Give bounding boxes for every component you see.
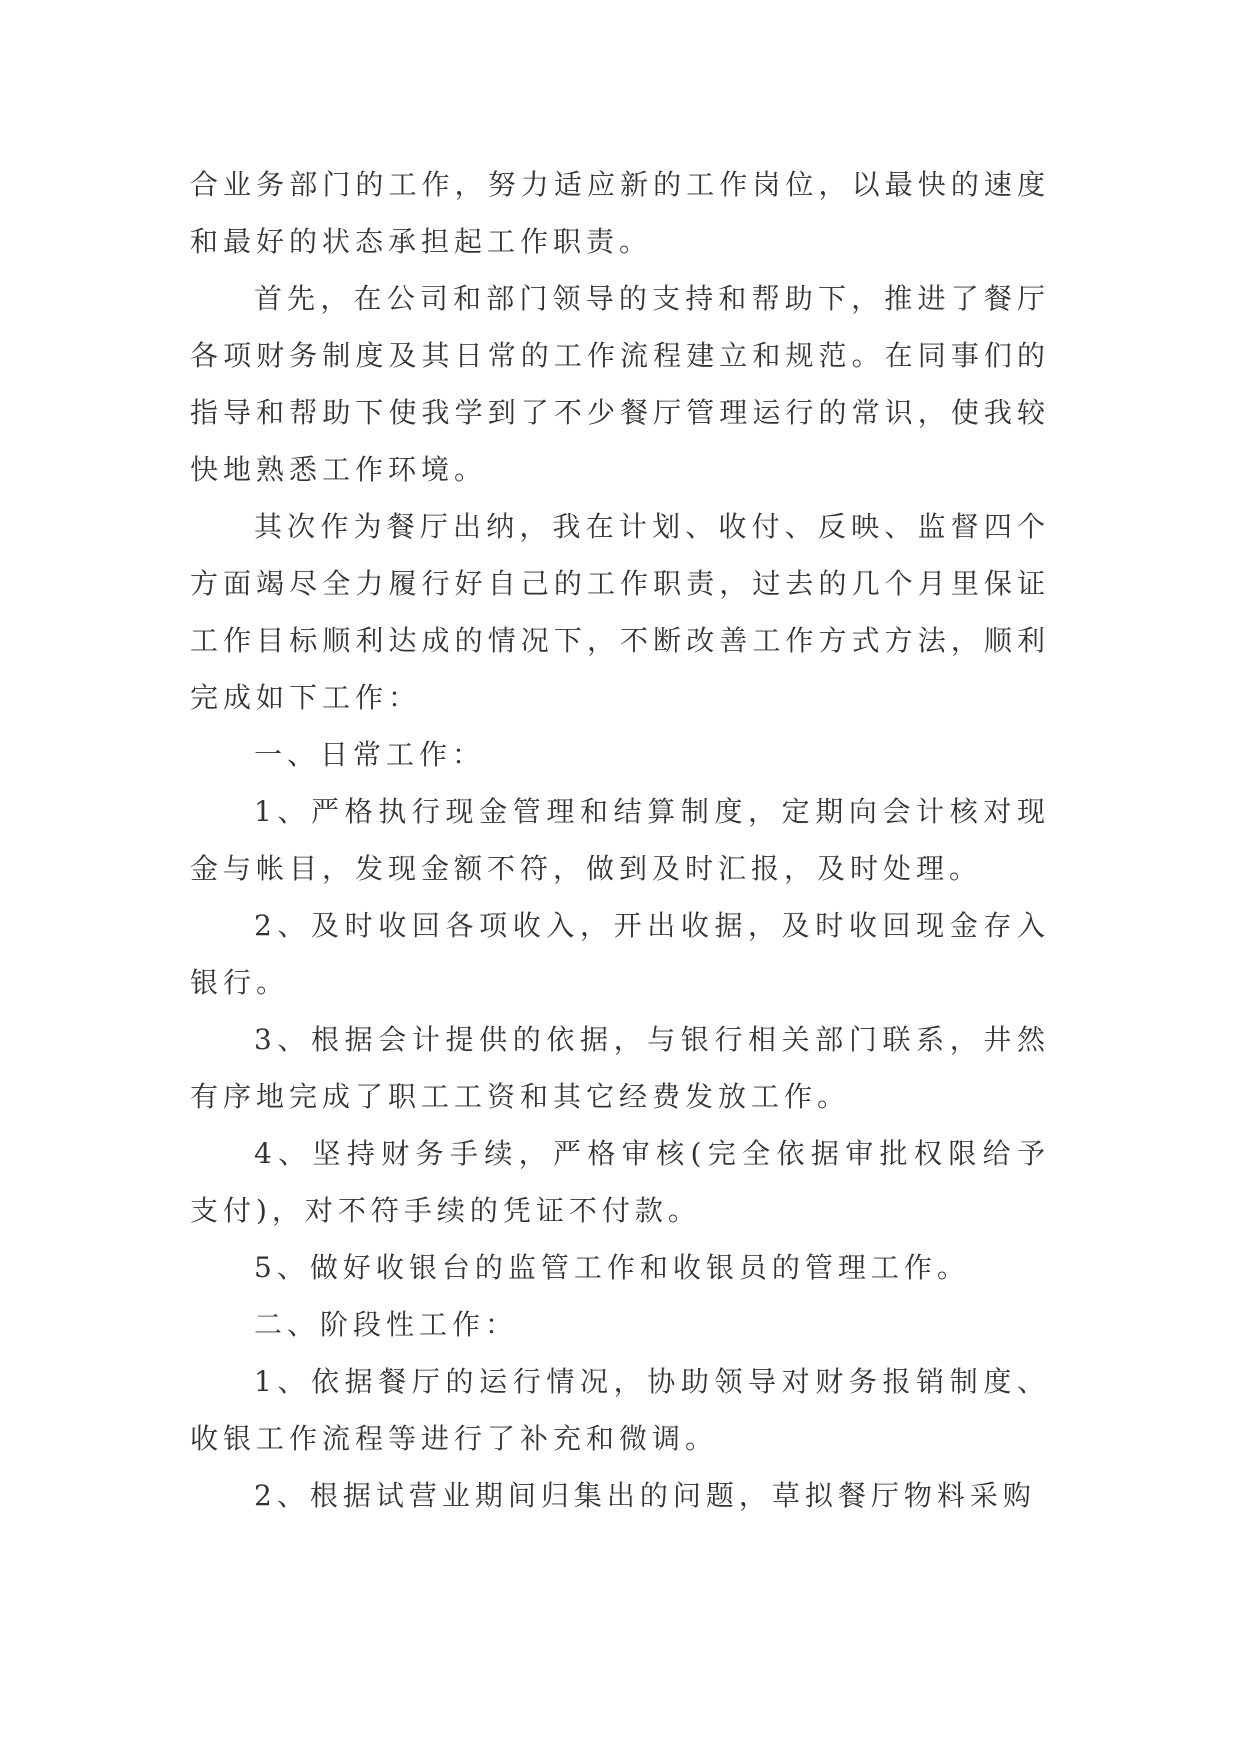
list-item-daily-3: 3、根据会计提供的依据，与银行相关部门联系，井然有序地完成了职工工资和其它经费发放工作。 xyxy=(190,1023,1050,1113)
list-item-daily-5: 5、做好收银台的监管工作和收银员的管理工作。 xyxy=(254,1251,970,1284)
document-body xyxy=(190,156,1050,1524)
list-item-daily-2: 2、及时收回各项收入，开出收据，及时收回现金存入银行。 xyxy=(190,909,1050,999)
paragraph-second: 其次作为餐厅出纳，我在计划、收付、反映、监督四个方面竭尽全力履行好自己的工作职责，过去的几个月里保证工作目标顺利达成的情况下，不断改善工作方式方法，顺利完成如下工作： xyxy=(190,510,1050,714)
paragraph-continuation: 合业务部门的工作，努力适应新的工作岗位，以最快的速度和最好的状态承担起工作职责。 xyxy=(190,168,1050,258)
paragraph-first: 首先，在公司和部门领导的支持和帮助下，推进了餐厅各项财务制度及其日常的工作流程建立和规范。在同事们的指导和帮助下使我学到了不少餐厅管理运行的常识，使我较快地熟悉工作环境。 xyxy=(190,282,1050,486)
list-item-daily-1: 1、严格执行现金管理和结算制度，定期向会计核对现金与帐目，发现金额不符，做到及时汇报，及时处理。 xyxy=(190,795,1050,885)
section-heading-daily-work: 一、日常工作： xyxy=(254,738,486,771)
list-item-daily-4: 4、坚持财务手续，严格审核(完全依据审批权限给予支付)，对不符手续的凭证不付款。 xyxy=(190,1137,1050,1227)
section-heading-phase-work: 二、阶段性工作： xyxy=(254,1308,519,1341)
list-item-phase-1: 1、依据餐厅的运行情况，协助领导对财务报销制度、收银工作流程等进行了补充和微调。 xyxy=(190,1365,1050,1455)
list-item-phase-2: 2、根据试营业期间归集出的问题，草拟餐厅物料采购 xyxy=(254,1479,1036,1512)
